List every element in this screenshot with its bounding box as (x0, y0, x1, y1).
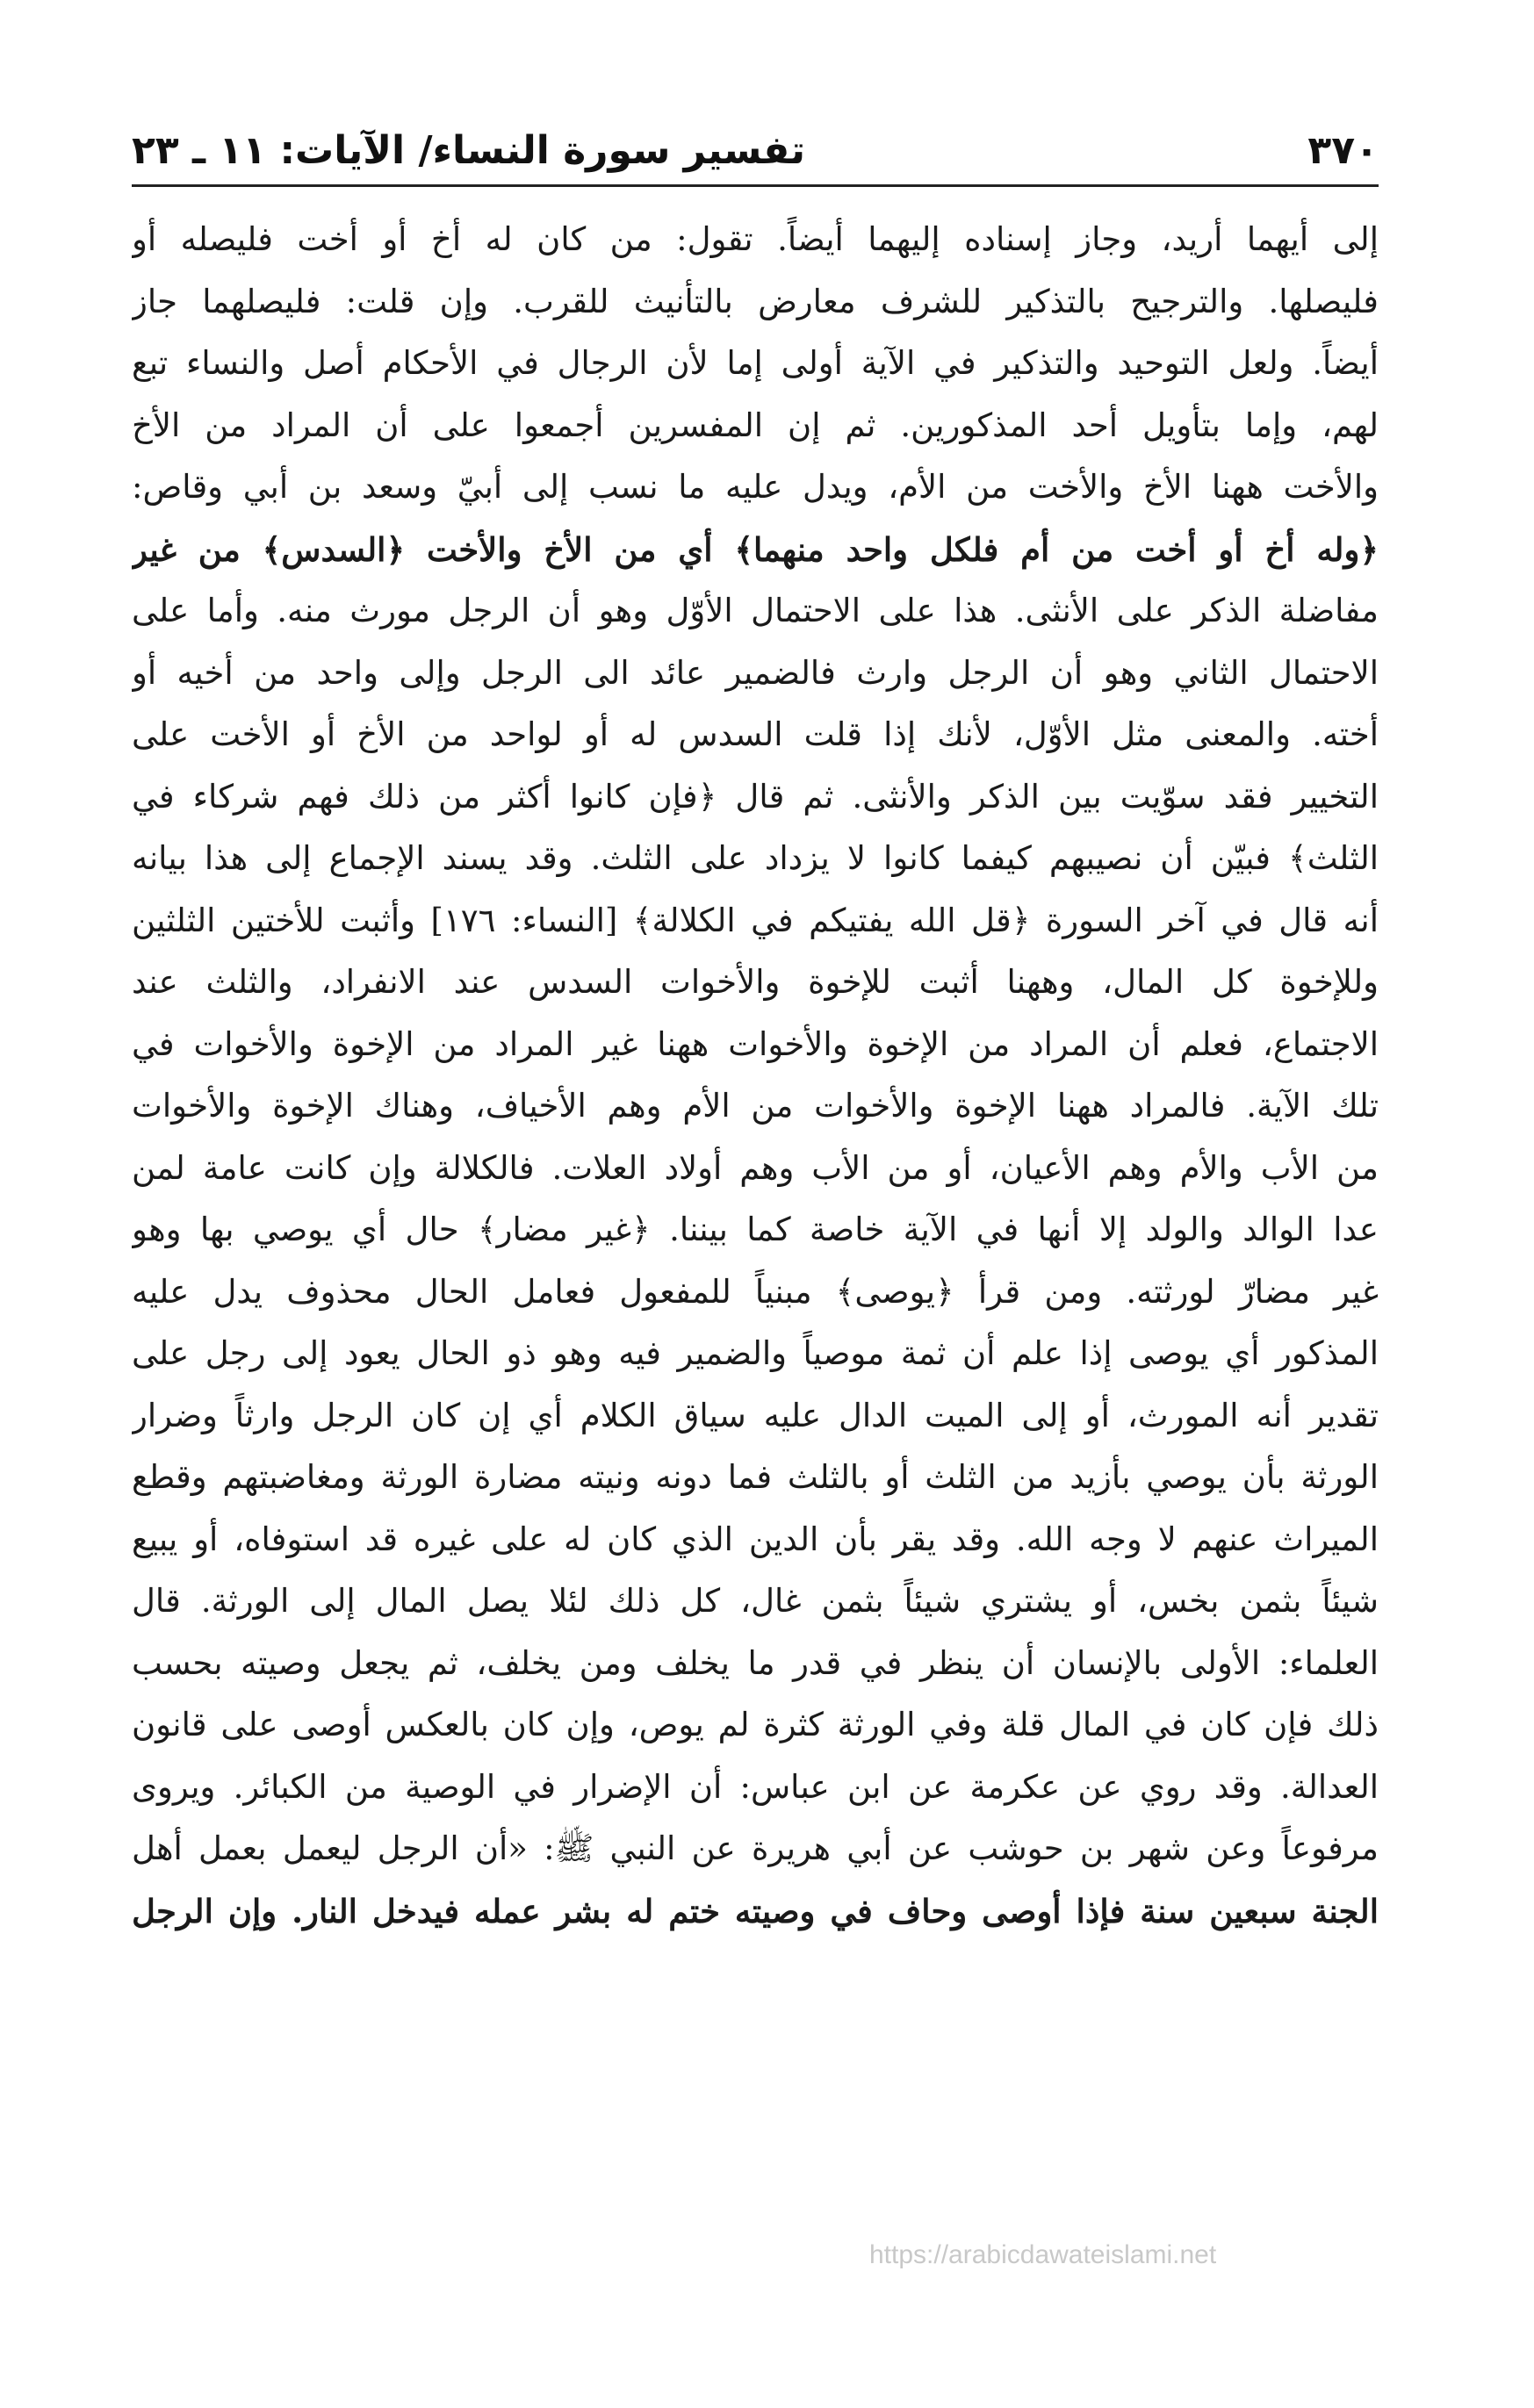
text-line: الورثة بأن يوصي بأزيد من الثلث أو بالثلث فما دونه ونيته مضارة الورثة ومغاضبتهم وقطع (132, 1458, 1379, 1496)
text-line: التخيير فقد سوّيت بين الذكر والأنثى. ثم قال ﴿فإن كانوا أكثر من ذلك فهم شركاء في (132, 777, 1379, 816)
page-number: ٣٧٠ (1307, 128, 1379, 173)
running-title: تفسير سورة النساء/ الآيات: ١١ ـ ٢٣ (132, 128, 805, 173)
text-line: عدا الوالد والولد إلا أنها في الآية خاصة كما بيننا. ﴿غير مضار﴾ حال أي يوصي بها وهو (132, 1211, 1379, 1248)
text-line: أيضاً. ولعل التوحيد والتذكير في الآية أولى إما لأن الرجال في الأحكام أصل والنساء تبع (132, 344, 1379, 382)
text-line: مفاضلة الذكر على الأنثى. هذا على الاحتمال الأوّل وهو أن الرجل مورث منه. وأما على (132, 592, 1379, 629)
text-line: شيئاً بثمن بخس، أو يشتري شيئاً بثمن غال، كل ذلك لئلا يصل المال إلى الورثة. قال (132, 1582, 1379, 1620)
text-line: والأخت ههنا الأخ والأخت من الأم، ويدل عليه ما نسب إلى أبيّ وسعد بن أبي وقاص: (132, 468, 1379, 506)
text-line: فليصلها. والترجيح بالتذكير للشرف معارض بالتأنيث للقرب. وإن قلت: فليصلهما جاز (132, 282, 1379, 320)
text-line: تلك الآية. فالمراد ههنا الإخوة والأخوات من الأم وهم الأخياف، وهناك الإخوة والأخوات (132, 1087, 1379, 1125)
text-line: الثلث﴾ فبيّن أن نصيبهم كيفما كانوا لا يزداد على الثلث. وقد يسند الإجماع إلى هذا بيانه (132, 839, 1379, 877)
header-divider (132, 184, 1379, 187)
text-line: الاجتماع، فعلم أن المراد من الإخوة والأخوات ههنا غير المراد من الإخوة والأخوات في (132, 1024, 1379, 1063)
text-line: الميراث عنهم لا وجه الله. وقد يقر بأن الدين الذي كان له على غيره قد استوفاه، أو يبيع (132, 1520, 1379, 1558)
text-line: غير مضارّ لورثته. ومن قرأ ﴿يوصى﴾ مبنياً للمفعول فعامل الحال محذوف يدل عليه (132, 1272, 1379, 1311)
text-line: مرفوعاً وعن شهر بن حوشب عن أبي هريرة عن النبي ﷺ: «أن الرجل ليعمل بعمل أهل (132, 1829, 1379, 1867)
text-line: إلى أيهما أريد، وجاز إسناده إليهما أيضاً. تقول: من كان له أخ أو أخت فليصله أو (132, 220, 1379, 258)
body-text (132, 209, 1379, 1942)
text-line: المذكور أي يوصى إذا علم أن ثمة موصياً والضمير فيه وهو ذو الحال يعود إلى رجل على (132, 1334, 1379, 1372)
page-header (132, 123, 1379, 179)
text-line: العلماء: الأولى بالإنسان أن ينظر في قدر ما يخلف ومن يخلف، ثم يجعل وصيته بحسب (132, 1643, 1379, 1682)
text-line: الاحتمال الثاني وهو أن الرجل وارث فالضمير عائد الى الرجل وإلى واحد من أخيه أو (132, 653, 1379, 692)
text-line-hadith: الجنة سبعين سنة فإذا أوصى وحاف في وصيته ختم له بشر عمله فيدخل النار. وإن الرجل (132, 1891, 1379, 1930)
text-line: أنه قال في آخر السورة ﴿قل الله يفتيكم في الكلالة﴾ [النساء: ١٧٦] وأثبت للأختين الثلثين (132, 901, 1379, 939)
text-line: تقدير أنه المورث، أو إلى الميت الدال عليه سياق الكلام أي إن كان الرجل وارثاً وضرار (132, 1396, 1379, 1434)
text-line: لهم، وإما بتأويل أحد المذكورين. ثم إن المفسرين أجمعوا على أن المراد من الأخ (132, 406, 1379, 444)
text-line: ذلك فإن كان في المال قلة وفي الورثة كثرة لم يوص، وإن كان بالعكس أوصى على قانون (132, 1706, 1379, 1743)
text-line: العدالة. وقد روي عن عكرمة عن ابن عباس: أن الإضرار في الوصية من الكبائر. ويروى (132, 1767, 1379, 1806)
watermark-url: https://arabicdawateislami.net (869, 2240, 1217, 2269)
text-line: من الأب والأم وهم الأعيان، أو من الأب وهم أولاد العلات. فالكلالة وإن كانت عامة لمن (132, 1148, 1379, 1187)
text-line-quran: ﴿وله أخ أو أخت من أم فلكل واحد منهما﴾ أي من الأخ والأخت ﴿السدس﴾ من غير (132, 529, 1379, 569)
text-line: وللإخوة كل المال، وههنا أثبت للإخوة والأخوات السدس عند الانفراد، والثلث عند (132, 963, 1379, 1001)
text-line: أخته. والمعنى مثل الأوّل، لأنك إذا قلت السدس له أو لواحد من الأخ أو الأخت على (132, 715, 1379, 753)
